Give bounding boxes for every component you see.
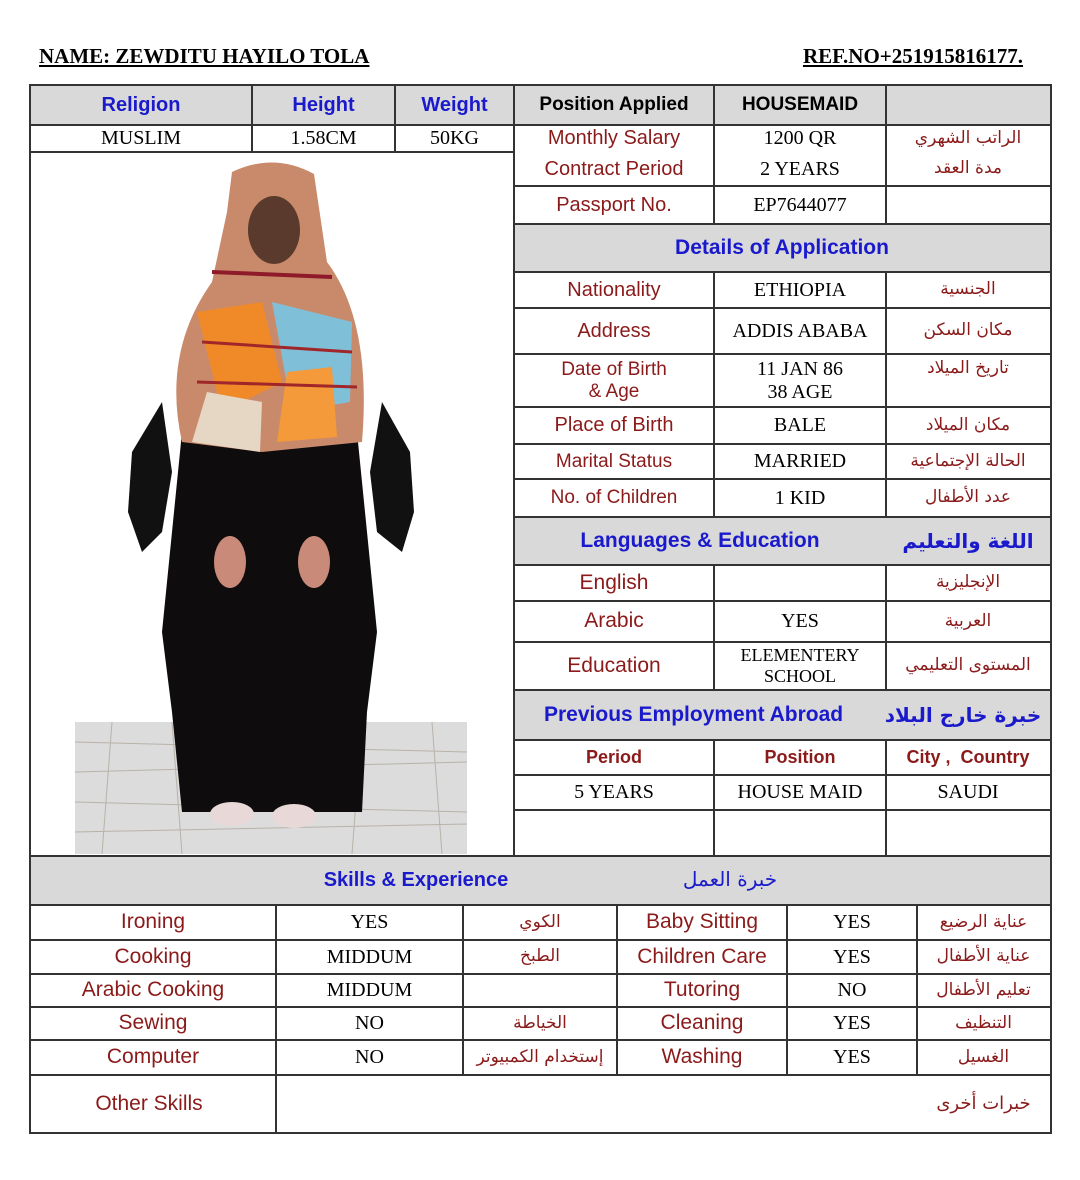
dob-date: 11 JAN 86 [757,357,843,380]
skill-babysitting-value: YES [833,911,871,933]
dob-value [714,354,886,407]
pob-value: BALE [773,414,827,436]
employment-country-value: SAUDI [937,781,999,803]
skill-tutoring-label: Tutoring [663,978,741,1002]
employment-position-value: HOUSE MAID [737,781,863,803]
skill-cooking-label: Cooking [114,944,192,968]
employment-col-city-country [886,740,1050,775]
skills-title-arabic: خبرة العمل [682,866,778,891]
employment-col-city: City , [906,747,951,768]
dob-arabic: تاريخ الميلاد [927,358,1009,379]
skill-cooking-value: MIDDUM [326,945,413,968]
skill-tutoring-arabic: تعليم الأطفال [936,979,1031,1000]
contract-arabic: مدة العقد [934,158,1002,179]
height-label: Height [292,93,355,116]
education-value-line1: ELEMENTERY [740,645,860,666]
skill-arabiccooking-value: MIDDUM [326,979,413,1001]
marital-label: Marital Status [555,450,673,472]
skill-childrencare-arabic: عناية الأطفال [936,946,1031,967]
children-value: 1 KID [774,486,826,509]
nationality-arabic: الجنسية [940,279,996,300]
skill-sewing-arabic: الخياطة [513,1012,567,1033]
employment-col-position: Position [764,747,836,768]
salary-value: 1200 QR [763,127,837,149]
employment-period-value: 5 YEARS [574,781,654,803]
nationality-value: ETHIOPIA [753,278,847,301]
education-value [714,642,886,690]
children-arabic: عدد الأطفال [924,487,1012,508]
address-label: Address [577,319,651,342]
other-skills-label: Other Skills [95,1091,203,1115]
skill-computer-arabic: إستخدام الكمبيوتر [476,1046,604,1067]
dob-label-line2: & Age [588,380,640,402]
employment-col-period: Period [585,747,642,768]
english-label: English [579,570,649,594]
contract-label: Contract Period [544,157,684,180]
languages-title: Languages & Education [580,528,820,552]
applicant-photo [32,152,512,854]
salary-arabic: الراتب الشهري [914,127,1022,148]
skill-washing-value: YES [833,1046,871,1068]
candidate-name: NAME: ZEWDITU HAYILO TOLA [39,44,370,68]
arabic-label: Arabic [584,609,644,633]
contract-value: 2 YEARS [760,157,840,180]
skill-washing-arabic: الغسيل [957,1046,1010,1067]
skill-cleaning-label: Cleaning [660,1011,744,1035]
weight-label: Weight [421,93,488,116]
details-title: Details of Application [675,235,889,259]
skill-sewing-label: Sewing [118,1011,188,1035]
dob-label [514,354,714,407]
skill-sewing-value: NO [355,1012,384,1034]
religion-label: Religion [101,93,181,116]
skill-childrencare-value: YES [833,945,871,968]
reference-number: REF.NO+251915816177. [802,44,1023,68]
skill-babysitting-arabic: عناية الرضيع [939,911,1028,932]
passport-label: Passport No. [556,193,672,216]
nationality-label: Nationality [567,278,661,301]
skill-cleaning-value: YES [833,1012,871,1034]
skill-childrencare-label: Children Care [637,944,767,968]
education-arabic: المستوى التعليمي [905,655,1031,676]
skill-ironing-arabic: الكوي [519,911,561,932]
address-value: ADDIS ABABA [732,319,868,342]
skill-ironing-label: Ironing [120,910,186,934]
skill-ironing-value: YES [350,911,389,933]
pob-arabic: مكان الميلاد [925,414,1011,435]
dob-label-line1: Date of Birth [561,358,667,380]
education-label: Education [567,653,661,677]
skills-title: Skills & Experience [323,869,509,891]
weight-value: 50KG [430,127,479,149]
employment-col-country: Country [960,747,1030,768]
arabic-arabic: العربية [944,610,992,631]
religion-value: MUSLIM [100,127,181,149]
marital-value: MARRIED [753,450,847,472]
english-arabic: الإنجليزية [935,572,1001,593]
employment-title: Previous Employment Abroad [544,702,844,726]
arabic-value: YES [781,610,819,632]
languages-title-arabic: اللغة والتعليم [902,528,1034,553]
position-applied-value: HOUSEMAID [741,94,859,116]
english-value [714,565,886,601]
pob-label: Place of Birth [554,414,674,436]
skill-computer-label: Computer [106,1045,200,1069]
marital-arabic: الحالة الإجتماعية [910,450,1026,471]
other-skills-arabic: خبرات أخرى [936,1092,1031,1114]
education-value-line2: SCHOOL [763,666,836,686]
salary-label: Monthly Salary [547,127,681,149]
height-value: 1.58CM [290,127,357,149]
skill-computer-value: NO [355,1046,384,1068]
dob-age: 38 AGE [767,380,833,403]
skill-babysitting-label: Baby Sitting [645,910,759,934]
skill-arabiccooking-arabic [463,974,617,1007]
skill-washing-label: Washing [661,1045,743,1069]
passport-value: EP7644077 [753,193,847,216]
skill-tutoring-value: NO [837,979,867,1001]
employment-title-arabic: خبرة خارج البلاد [884,702,1042,727]
skill-cleaning-arabic: التنظيف [955,1012,1012,1033]
children-label: No. of Children [550,487,678,509]
position-applied-label: Position Applied [539,94,689,116]
skill-cooking-arabic: الطبخ [520,946,560,967]
address-arabic: مكان السكن [923,320,1013,341]
skill-arabiccooking-label: Arabic Cooking [81,978,225,1002]
